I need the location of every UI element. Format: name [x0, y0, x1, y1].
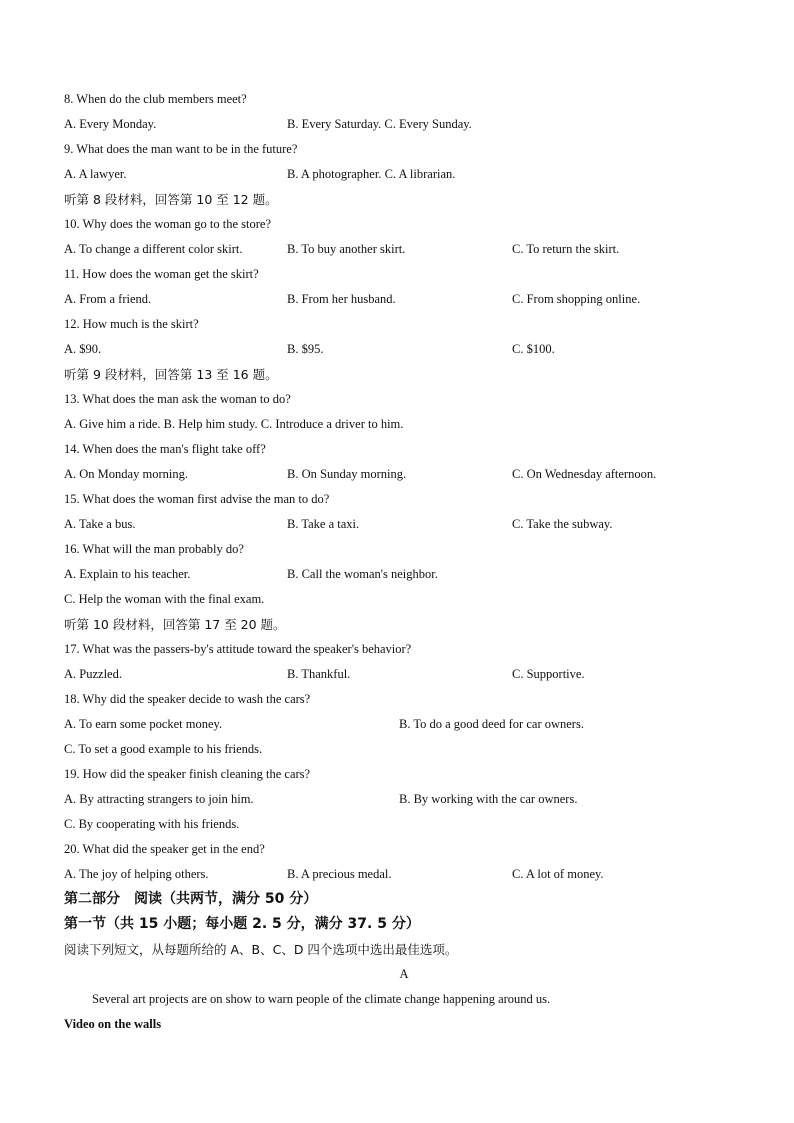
question-stem: 10. Why does the woman go to the store? — [64, 217, 272, 231]
question-16 — [64, 540, 744, 565]
option-a: A. To earn some pocket money. — [64, 717, 223, 731]
question-stem: 8. When do the club members meet? — [64, 92, 247, 106]
option-b: B. Call the woman's neighbor. — [287, 567, 438, 581]
question-17 — [64, 640, 744, 665]
question-stem: 13. What does the man ask the woman to do? — [64, 392, 291, 406]
question-19 — [64, 765, 744, 790]
options-8 — [64, 115, 744, 140]
question-14 — [64, 440, 744, 465]
reading-instruction: 阅读下列短文，从每题所给的 A、B、C、D 四个选项中选出最佳选项。 — [64, 942, 458, 957]
options-20 — [64, 865, 744, 890]
option-a: A. $90. — [64, 342, 102, 356]
question-8 — [64, 90, 744, 115]
option-c: C. On Wednesday afternoon. — [512, 467, 657, 481]
document-page — [64, 90, 744, 1040]
options-16 — [64, 565, 744, 590]
options-19-c — [64, 815, 744, 840]
part-title: 第二部分 阅读（共两节，满分 50 分） — [64, 891, 318, 907]
option-a: A. Take a bus. — [64, 517, 136, 531]
question-stem: 20. What did the speaker get in the end? — [64, 842, 265, 856]
options-10 — [64, 240, 744, 265]
passage-label: A — [399, 967, 409, 981]
option-a: A. Explain to his teacher. — [64, 567, 191, 581]
option-b: B. Take a taxi. — [287, 517, 360, 531]
option-a: A. By attracting strangers to join him. — [64, 792, 254, 806]
section-title: 第一节（共 15 小题；每小题 2. 5 分，满分 37. 5 分） — [64, 916, 420, 932]
question-stem: 12. How much is the skirt? — [64, 317, 199, 331]
options-14 — [64, 465, 744, 490]
option-c: C. To set a good example to his friends. — [64, 742, 263, 756]
option-bc: B. A photographer. C. A librarian. — [287, 167, 456, 181]
option-a: A. The joy of helping others. — [64, 867, 209, 881]
section-instruction-8: 听第 8 段材料，回答第 10 至 12 题。 — [64, 192, 278, 207]
option-c: C. $100. — [512, 342, 555, 356]
question-stem: 14. When does the man's flight take off? — [64, 442, 266, 456]
question-18 — [64, 690, 744, 715]
question-12 — [64, 315, 744, 340]
options-17 — [64, 665, 744, 690]
options-15 — [64, 515, 744, 540]
question-13 — [64, 390, 744, 415]
options-9 — [64, 165, 744, 190]
passage-subheading: Video on the walls — [64, 1017, 162, 1031]
option-a: A. A lawyer. — [64, 167, 127, 181]
question-15 — [64, 490, 744, 515]
option-a: A. To change a different color skirt. — [64, 242, 243, 256]
option-c: C. Supportive. — [512, 667, 585, 681]
options-19 — [64, 790, 744, 815]
option-b: B. To buy another skirt. — [287, 242, 406, 256]
passage-intro: Several art projects are on show to warn people of the climate change happening around us. — [92, 992, 551, 1006]
option-c: C. A lot of money. — [512, 867, 604, 881]
option-a: A. Puzzled. — [64, 667, 122, 681]
options-13 — [64, 415, 744, 440]
option-b: B. Thankful. — [287, 667, 351, 681]
question-stem: 11. How does the woman get the skirt? — [64, 267, 259, 281]
option-b: B. A precious medal. — [287, 867, 392, 881]
question-9 — [64, 140, 744, 165]
question-stem: 17. What was the passers-by's attitude toward the speaker's behavior? — [64, 642, 412, 656]
question-stem: 9. What does the man want to be in the future? — [64, 142, 298, 156]
option-c: C. By cooperating with his friends. — [64, 817, 240, 831]
section-instruction-9: 听第 9 段材料，回答第 13 至 16 题。 — [64, 367, 278, 382]
options-18 — [64, 715, 744, 740]
options-18-c — [64, 740, 744, 765]
question-stem: 18. Why did the speaker decide to wash the cars? — [64, 692, 311, 706]
question-20 — [64, 840, 744, 865]
option-b: B. From her husband. — [287, 292, 396, 306]
question-10 — [64, 215, 744, 240]
option-c: C. To return the skirt. — [512, 242, 620, 256]
option-b: B. To do a good deed for car owners. — [399, 717, 584, 731]
option-a: A. From a friend. — [64, 292, 152, 306]
option-bc: B. Every Saturday. C. Every Sunday. — [287, 117, 472, 131]
option-b: B. On Sunday morning. — [287, 467, 407, 481]
option-abc: A. Give him a ride. B. Help him study. C. Introduce a driver to him. — [64, 417, 404, 431]
option-b: B. By working with the car owners. — [399, 792, 578, 806]
option-b: B. $95. — [287, 342, 324, 356]
question-stem: 19. How did the speaker finish cleaning the cars? — [64, 767, 311, 781]
question-stem: 16. What will the man probably do? — [64, 542, 244, 556]
section-instruction-10: 听第 10 段材料，回答第 17 至 20 题。 — [64, 617, 286, 632]
question-stem: 15. What does the woman first advise the man to do? — [64, 492, 330, 506]
option-a: A. On Monday morning. — [64, 467, 188, 481]
options-11 — [64, 290, 744, 315]
option-c: C. Take the subway. — [512, 517, 613, 531]
question-11 — [64, 265, 744, 290]
option-c: C. Help the woman with the final exam. — [64, 592, 265, 606]
options-12 — [64, 340, 744, 365]
option-c: C. From shopping online. — [512, 292, 641, 306]
options-16-c — [64, 590, 744, 615]
option-a: A. Every Monday. — [64, 117, 157, 131]
